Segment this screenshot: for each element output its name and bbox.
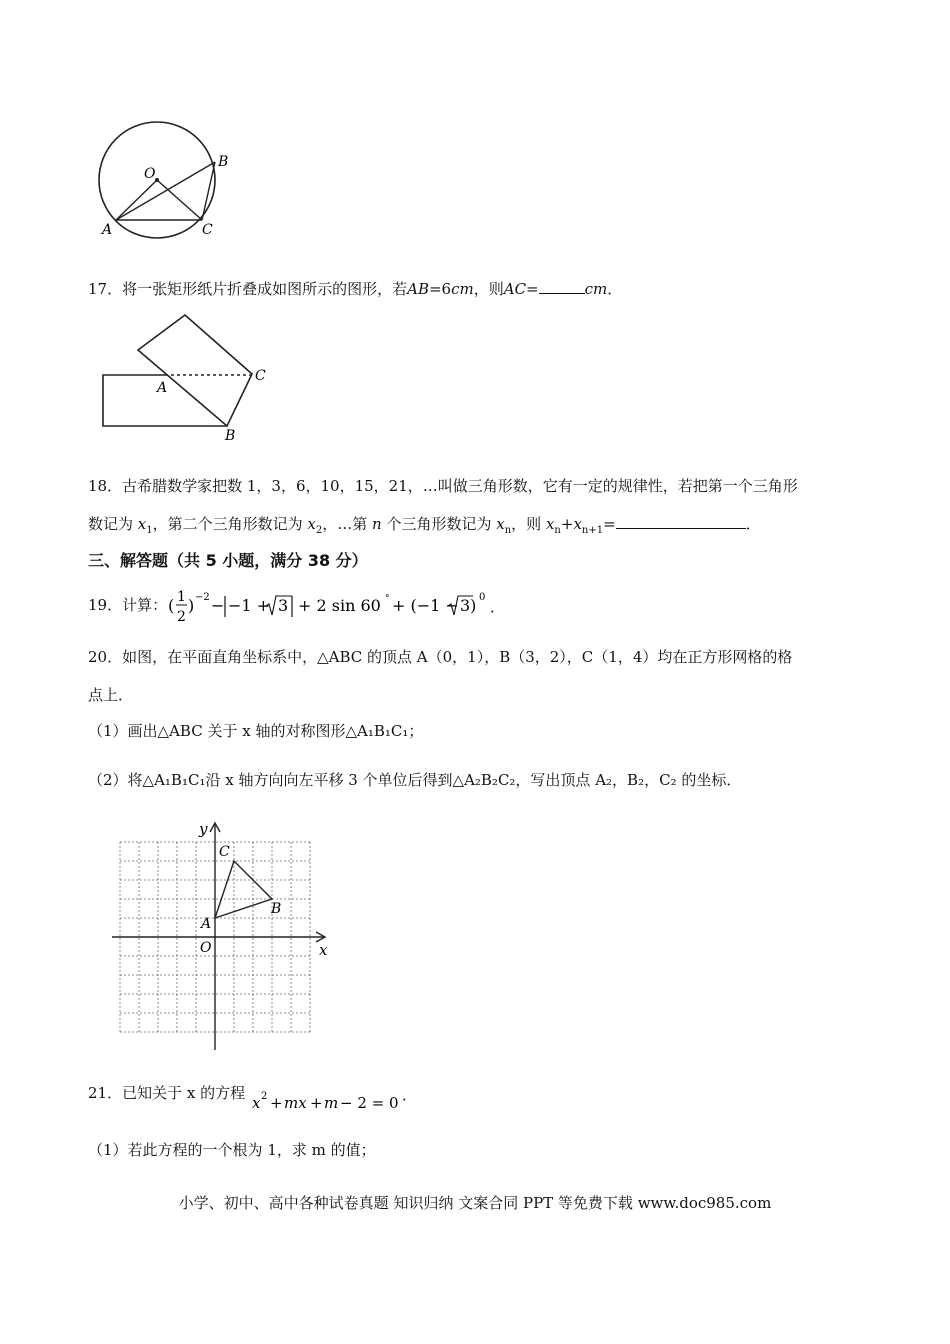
q18-x2: x	[307, 515, 316, 533]
svg-text:1: 1	[177, 589, 186, 605]
q18-sum-x: x	[545, 515, 555, 533]
svg-text:2: 2	[177, 609, 186, 625]
question-17	[88, 279, 622, 299]
svg-text:2: 2	[261, 1091, 268, 1102]
page-footer: 小学、初中、高中各种试卷真题 知识归纳 文案合同 PPT 等免费下载 www.doc985.com	[178, 1194, 772, 1212]
q18-text-d: 个三角形数记为	[381, 515, 497, 533]
q18-text-c: ，…第	[322, 515, 373, 533]
q19-prefix: 19．计算：	[88, 596, 168, 614]
question-21-part-1: （1）若此方程的一个根为 1，求 m 的值；	[88, 1141, 376, 1159]
svg-text:+ 2 sin 60: + 2 sin 60	[298, 596, 381, 615]
q17-text: 将一张矩形纸片折叠成如图所示的图形，若	[122, 280, 408, 298]
svg-text:(: (	[168, 596, 175, 615]
q18-end: ．	[745, 515, 761, 533]
point-label-o: O	[144, 166, 156, 182]
point-label-b: B	[218, 154, 229, 170]
point-label-c: C	[219, 844, 230, 860]
svg-text:−2: −2	[195, 592, 210, 603]
axis-label-y: y	[199, 820, 208, 838]
q19-expression	[168, 584, 498, 628]
q18-sub-1: 1	[146, 525, 153, 536]
question-20-part-2: （2）将△A₁B₁C₁沿 x 轴方向向左平移 3 个单位后得到△A₂B₂C₂，写出顶点 A₂，B₂，C₂ 的坐标．	[88, 771, 742, 789]
q17-ab: AB	[407, 280, 429, 298]
q18-sub-n: n	[504, 525, 512, 536]
svg-text:3: 3	[278, 596, 289, 615]
q18-text-b: ，第二个三角形数记为	[152, 515, 308, 533]
q19-end: ．	[490, 598, 506, 616]
q17-number: 17．	[88, 280, 123, 298]
svg-text:°: °	[385, 594, 390, 604]
question-19	[88, 595, 167, 615]
svg-text:− 2 = 0: − 2 = 0	[340, 1094, 399, 1112]
point-label-c: C	[255, 368, 266, 384]
question-20-line-1: 20．如图，在平面直角坐标系中，△ABC 的顶点 A（0，1），B（3，2），C（1，4）均在正方形网格的格	[88, 648, 793, 666]
q18-sub-2: 2	[315, 525, 323, 536]
svg-text:+: +	[270, 1094, 283, 1112]
question-18-line-1: 18．古希腊数学家把数 1，3，6，10，15，21，…叫做三角形数，它有一定的规律性，若把第一个三角形	[88, 477, 798, 495]
svg-text:mx: mx	[284, 1094, 307, 1112]
q17-unit-2: cm	[584, 280, 608, 298]
axis-label-x: x	[319, 941, 328, 959]
q17-ab-value: =6	[428, 280, 452, 298]
q17-sep: ，则	[473, 280, 504, 298]
point-label-a: A	[201, 916, 212, 932]
question-20-part-1: （1）画出△ABC 关于 x 轴的对称图形△A₁B₁C₁；	[88, 722, 424, 740]
q18-answer-blank[interactable]	[616, 514, 746, 529]
q17-ac: AC	[503, 280, 527, 298]
question-18-line-2	[88, 514, 761, 541]
svg-text:0: 0	[479, 592, 486, 603]
coordinate-grid-figure	[112, 818, 337, 1053]
q17-answer-blank[interactable]	[539, 279, 585, 294]
point-label-b: B	[225, 428, 236, 444]
point-label-a: A	[157, 380, 168, 396]
q18-sum-sub-n: n	[554, 525, 561, 536]
point-label-b: B	[271, 901, 282, 917]
folded-paper-figure	[95, 308, 285, 448]
point-label-c: C	[202, 222, 213, 238]
svg-text:): )	[188, 596, 195, 615]
q21-end: ．	[402, 1086, 418, 1104]
svg-text:−1 +: −1 +	[228, 596, 271, 615]
svg-text:m: m	[324, 1094, 339, 1112]
q18-sum-x2: x	[573, 515, 582, 533]
q18-eq: =	[603, 515, 616, 533]
q17-eq: =	[526, 280, 539, 298]
section-3-heading: 三、解答题（共 5 小题，满分 38 分）	[88, 551, 368, 570]
svg-text:−: −	[211, 596, 225, 615]
svg-text:3): 3)	[460, 596, 477, 615]
q18-x1: x	[137, 515, 147, 533]
question-21: 21．已知关于 x 的方程	[88, 1084, 246, 1102]
svg-text:+: +	[310, 1094, 323, 1112]
q17-end: ．	[607, 280, 623, 298]
svg-text:+ (−1 −: + (−1 −	[392, 596, 459, 615]
q18-sum-sub-n1: n+1	[581, 525, 604, 536]
q18-text-e: ，则	[511, 515, 546, 533]
q17-unit-1: cm	[451, 280, 474, 298]
q18-n: n	[372, 515, 382, 533]
q18-xn: x	[496, 515, 505, 533]
q21-equation	[250, 1088, 410, 1116]
origin-label: O	[200, 940, 212, 956]
q18-text-a: 数记为	[88, 515, 138, 533]
point-label-a: A	[102, 222, 113, 238]
q18-plus: +	[560, 515, 574, 533]
svg-text:x: x	[252, 1094, 261, 1112]
question-20-line-2: 点上．	[88, 686, 134, 704]
circle-figure	[90, 118, 240, 248]
